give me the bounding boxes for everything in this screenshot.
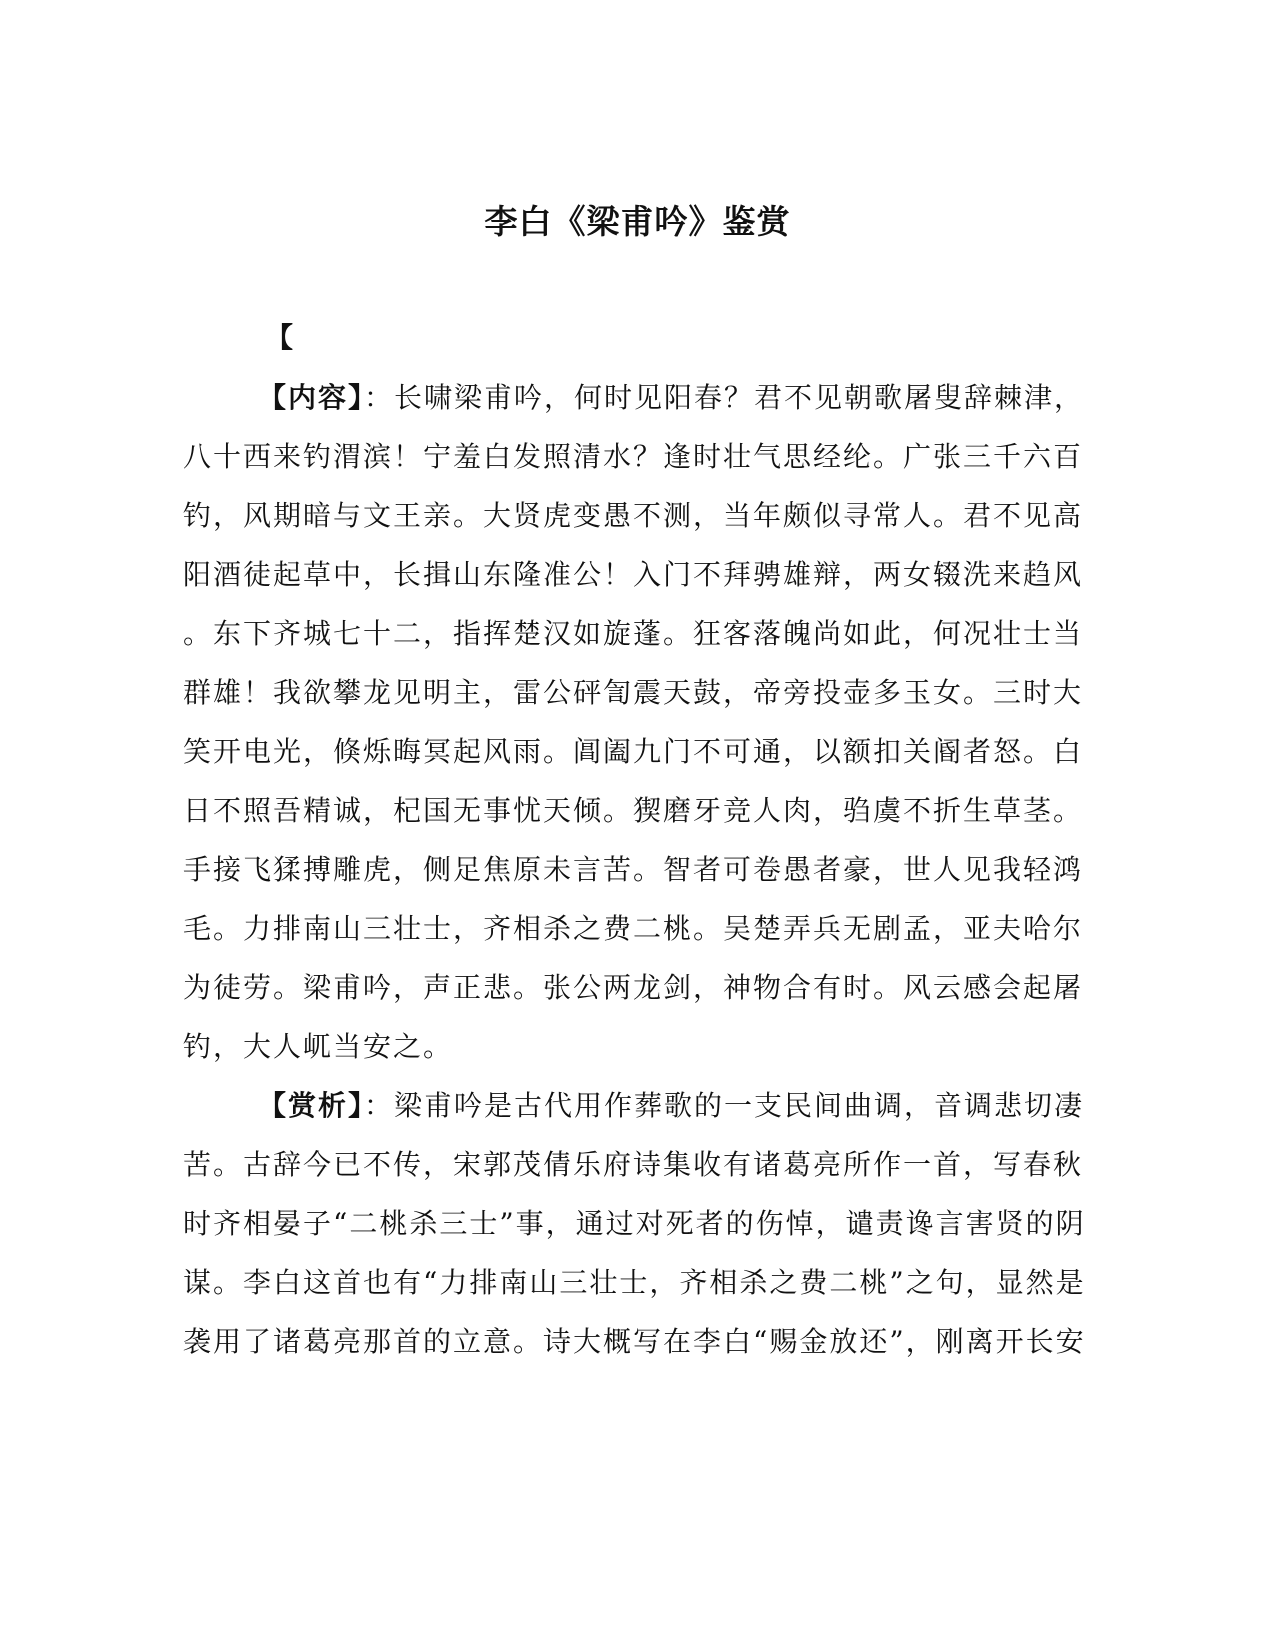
content-line-10: 毛。力排南山三壮士，齐相杀之费二桃。吴楚弄兵无剧孟，亚夫哈尔 [183, 912, 1084, 945]
content-text: ：长啸梁甫吟，何时见阳春？君不见朝歌屠叟辞棘津， [364, 381, 1085, 414]
analysis-text: ：梁甫吟是古代用作葬歌的一支民间曲调，音调悲切凄 [364, 1089, 1085, 1122]
content-line-9: 手接飞猱搏雕虎，侧足焦原未言苦。智者可卷愚者豪，世人见我轻鸿 [183, 853, 1084, 886]
analysis-line-3: 时齐相晏子“二桃杀三士”事，通过对死者的伤悼，谴责谗言害贤的阴 [183, 1207, 1086, 1240]
content-line-5: 。东下齐城七十二，指挥楚汉如旋蓬。狂客落魄尚如此，何况壮士当 [183, 617, 1084, 650]
content-tag: 【内容】 [258, 381, 365, 414]
analysis-line-2: 苦。古辞今已不传，宋郭茂倩乐府诗集收有诸葛亮所作一首，写春秋 [183, 1148, 1084, 1181]
content-line-6: 群雄！我欲攀龙见明主，雷公砰訇震天鼓，帝旁投壶多玉女。三时大 [183, 676, 1084, 709]
content-line-12: 钓，大人屼当安之。 [183, 1030, 454, 1063]
content-line-1 [258, 378, 1084, 418]
analysis-line-5: 袭用了诸葛亮那首的立意。诗大概写在李白“赐金放还”，刚离开长安 [183, 1325, 1086, 1358]
content-line-2: 八十西来钓渭滨！宁羞白发照清水？逢时壮气思经纶。广张三千六百 [183, 440, 1084, 473]
document-title: 李白《梁甫吟》鉴赏 [484, 202, 791, 241]
opening-bracket: 【 [265, 321, 294, 354]
content-line-3: 钓，风期暗与文王亲。大贤虎变愚不测，当年颇似寻常人。君不见高 [183, 499, 1084, 532]
analysis-line-1 [258, 1086, 1084, 1126]
content-line-8: 日不照吾精诚，杞国无事忧天倾。猰磨牙竞人肉，驺虞不折生草茎。 [183, 794, 1084, 827]
content-line-4: 阳酒徒起草中，长揖山东隆准公！入门不拜骋雄辩，两女辍洗来趋风 [183, 558, 1084, 591]
analysis-tag: 【赏析】 [258, 1089, 365, 1122]
content-line-11: 为徒劳。梁甫吟，声正悲。张公两龙剑，神物合有时。风云感会起屠 [183, 971, 1084, 1004]
content-line-7: 笑开电光，倏烁晦冥起风雨。阊阖九门不可通，以额扣关阍者怒。白 [183, 735, 1084, 768]
analysis-line-4: 谋。李白这首也有“力排南山三壮士，齐相杀之费二桃”之句，显然是 [183, 1266, 1086, 1299]
